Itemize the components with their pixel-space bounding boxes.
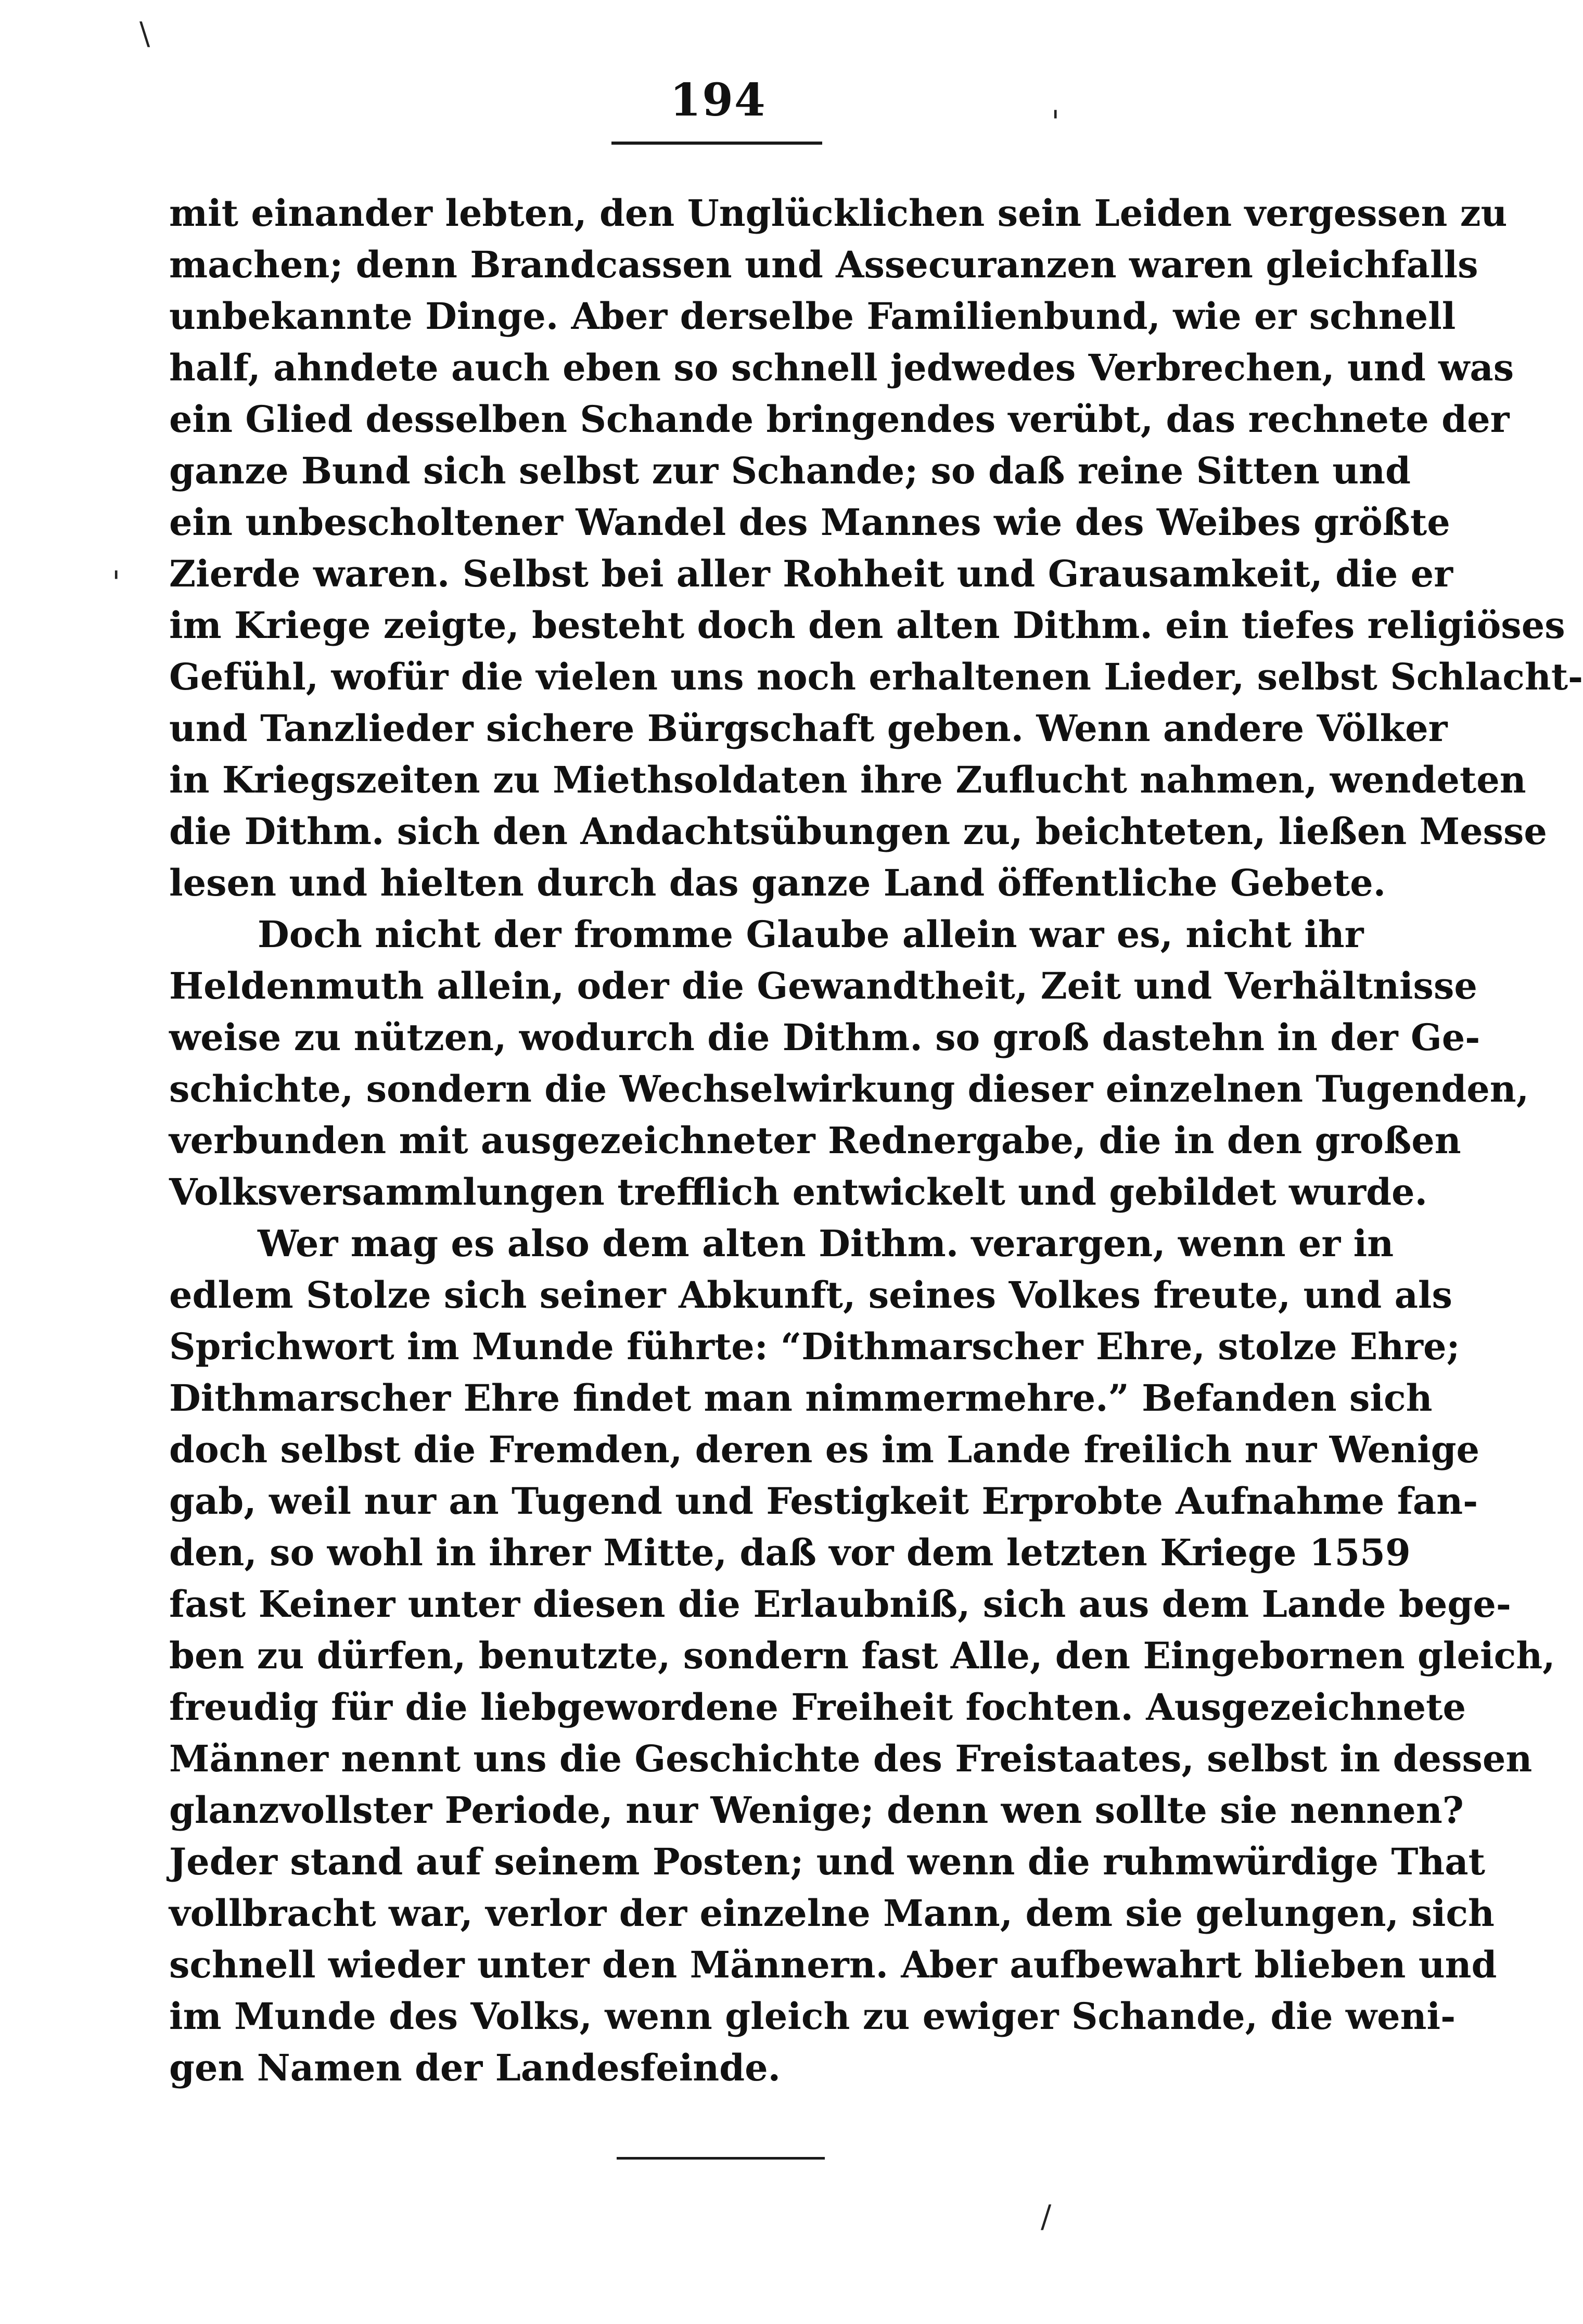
text-line: vollbracht war, verlor der einzelne Mann, dem sie gelungen, sich: [169, 1892, 1495, 1935]
text-line: Doch nicht der fromme Glaube allein war es, nicht ihr: [258, 913, 1364, 956]
footer-rule: [617, 2157, 825, 2160]
print-speck: ': [1051, 104, 1060, 141]
text-line: weise zu nützen, wodurch die Dithm. so groß dastehn in der Ge-: [169, 1016, 1480, 1059]
text-line: verbunden mit ausgezeichneter Rednergabe, die in den großen: [169, 1119, 1461, 1162]
text-line: Volksversammlungen trefflich entwickelt und gebildet wurde.: [169, 1170, 1427, 1214]
paragraph-2: [169, 909, 1529, 1218]
text-line: lesen und hielten durch das ganze Land öffentliche Gebete.: [169, 861, 1386, 904]
text-line: machen; denn Brandcassen und Assecuranzen waren gleichfalls: [169, 243, 1478, 286]
text-line: Dithmarscher Ehre findet man nimmermehre.” Befanden sich: [169, 1376, 1433, 1420]
paragraph-3: [169, 1218, 1555, 2093]
text-line: Wer mag es also dem alten Dithm. verargen, wenn er in: [258, 1222, 1394, 1265]
print-speck: /: [1041, 2199, 1052, 2235]
text-line: mit einander lebten, den Unglücklichen sein Leiden vergessen zu: [169, 191, 1508, 235]
text-line: Zierde waren. Selbst bei aller Rohheit und Grausamkeit, die er: [169, 552, 1453, 595]
text-line: doch selbst die Fremden, deren es im Lande freilich nur Wenige: [169, 1428, 1480, 1471]
text-line: im Kriege zeigte, besteht doch den alten Dithm. ein tiefes religiöses: [169, 604, 1565, 647]
text-line: im Munde des Volks, wenn gleich zu ewiger Schande, die weni-: [169, 1995, 1456, 2038]
text-line: Gefühl, wofür die vielen uns noch erhaltenen Lieder, selbst Schlacht-: [169, 655, 1583, 698]
text-line: Jeder stand auf seinem Posten; und wenn die ruhmwürdige That: [169, 1840, 1485, 1883]
text-line: glanzvollster Periode, nur Wenige; denn wen sollte sie nennen?: [169, 1789, 1464, 1832]
text-line: ein unbescholtener Wandel des Mannes wie des Weibes größte: [169, 501, 1450, 544]
text-line: in Kriegszeiten zu Miethsoldaten ihre Zuflucht nahmen, wendeten: [169, 758, 1526, 801]
header-rule: [611, 142, 822, 145]
print-speck: \: [139, 16, 150, 52]
text-line: Männer nennt uns die Geschichte des Freistaates, selbst in dessen: [169, 1737, 1533, 1780]
text-line: und Tanzlieder sichere Bürgschaft geben. Wenn andere Völker: [169, 707, 1448, 750]
text-line: schichte, sondern die Wechselwirkung dieser einzelnen Tugenden,: [169, 1067, 1529, 1110]
text-line: Heldenmuth allein, oder die Gewandtheit, Zeit und Verhältnisse: [169, 964, 1477, 1007]
text-line: freudig für die liebgewordene Freiheit fochten. Ausgezeichnete: [169, 1685, 1466, 1729]
text-line: gen Namen der Landesfeinde.: [169, 2046, 781, 2089]
text-line: unbekannte Dinge. Aber derselbe Familienbund, wie er schnell: [169, 295, 1456, 338]
text-line: ein Glied desselben Schande bringendes verübt, das rechnete der: [169, 398, 1510, 441]
text-line: Sprichwort im Munde führte: “Dithmarscher Ehre, stolze Ehre;: [169, 1325, 1460, 1368]
text-line: half, ahndete auch eben so schnell jedwedes Verbrechen, und was: [169, 346, 1514, 389]
page-number: 194: [670, 74, 767, 126]
text-line: ganze Bund sich selbst zur Schande; so daß reine Sitten und: [169, 449, 1411, 492]
paragraph-1: [169, 187, 1583, 909]
text-line: edlem Stolze sich seiner Abkunft, seines Volkes freute, und als: [169, 1273, 1452, 1317]
text-line: gab, weil nur an Tugend und Festigkeit Erprobte Aufnahme fan-: [169, 1479, 1478, 1523]
text-line: ben zu dürfen, benutzte, sondern fast Alle, den Eingebornen gleich,: [169, 1634, 1555, 1677]
print-speck: ': [112, 565, 121, 601]
text-line: den, so wohl in ihrer Mitte, daß vor dem letzten Kriege 1559: [169, 1531, 1411, 1574]
text-line: schnell wieder unter den Männern. Aber aufbewahrt blieben und: [169, 1943, 1497, 1986]
text-line: fast Keiner unter diesen die Erlaubniß, sich aus dem Lande bege-: [169, 1582, 1511, 1626]
text-line: die Dithm. sich den Andachtsübungen zu, beichteten, ließen Messe: [169, 810, 1547, 853]
body-text: [169, 187, 1583, 2093]
